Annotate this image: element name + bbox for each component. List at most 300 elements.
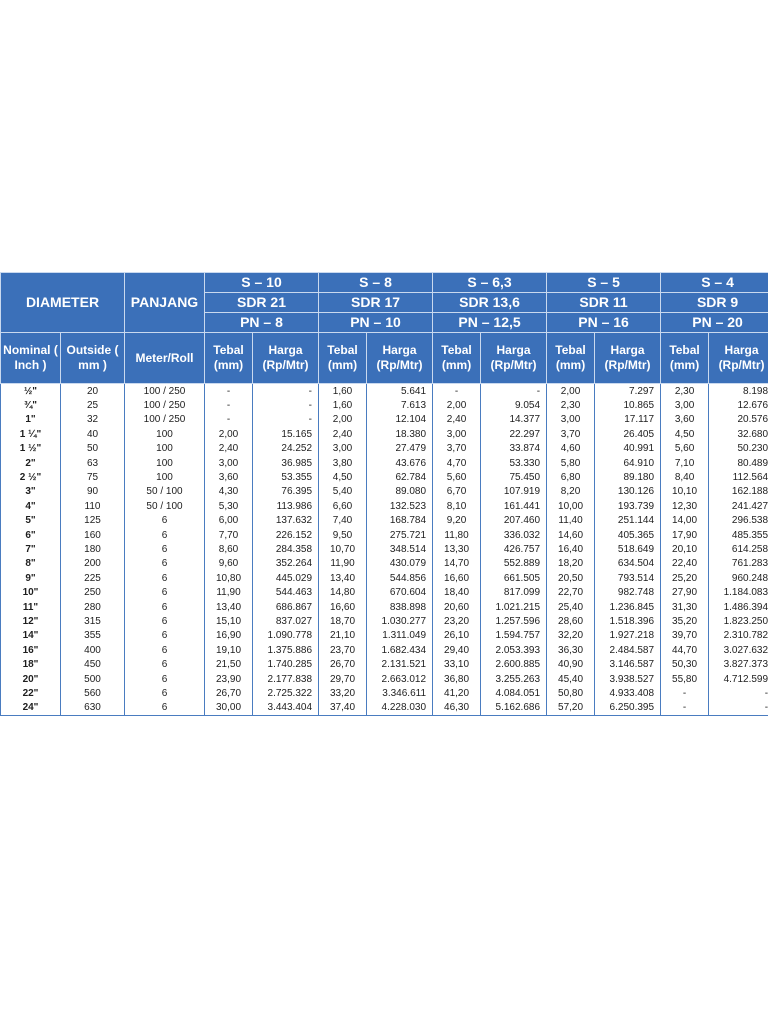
- tebal-cell: 28,60: [547, 614, 595, 628]
- harga-cell: 241.427: [709, 499, 768, 513]
- tebal-cell: 11,40: [547, 514, 595, 528]
- pipe-price-table: [0, 272, 768, 716]
- harga-cell: 9.054: [481, 398, 547, 412]
- harga-cell: 113.986: [253, 499, 319, 513]
- harga-cell: 2.131.521: [367, 657, 433, 671]
- outside-mm-cell: 400: [61, 643, 125, 657]
- harga-cell: -: [253, 398, 319, 412]
- harga-cell: 2.663.012: [367, 672, 433, 686]
- group-sdr-header: SDR 17: [319, 293, 433, 313]
- tebal-cell: 5,60: [661, 442, 709, 456]
- tebal-cell: 16,60: [319, 600, 367, 614]
- tebal-cell: 2,40: [205, 442, 253, 456]
- harga-cell: 50.230: [709, 442, 768, 456]
- harga-cell: 168.784: [367, 514, 433, 528]
- harga-cell: 2.725.322: [253, 686, 319, 700]
- meter-roll-cell: 6: [125, 614, 205, 628]
- tebal-cell: 7,10: [661, 456, 709, 470]
- tebal-cell: -: [205, 413, 253, 427]
- tebal-cell: 46,30: [433, 701, 481, 716]
- outside-mm-cell: 200: [61, 557, 125, 571]
- harga-cell: -: [709, 686, 768, 700]
- harga-header: Harga (Rp/Mtr): [709, 333, 768, 384]
- harga-cell: 112.564: [709, 470, 768, 484]
- tebal-cell: 21,10: [319, 629, 367, 643]
- nominal-inch-cell: 20": [1, 672, 61, 686]
- tebal-cell: 50,80: [547, 686, 595, 700]
- harga-cell: 12.676: [709, 398, 768, 412]
- tebal-cell: 6,60: [319, 499, 367, 513]
- nominal-inch-cell: 11": [1, 600, 61, 614]
- nominal-inch-cell: 8": [1, 557, 61, 571]
- meter-roll-cell: 100 / 250: [125, 398, 205, 412]
- tebal-cell: 26,70: [205, 686, 253, 700]
- meter-roll-cell: 100 / 250: [125, 413, 205, 427]
- harga-header: Harga (Rp/Mtr): [481, 333, 547, 384]
- harga-cell: 838.898: [367, 600, 433, 614]
- tebal-cell: 22,40: [661, 557, 709, 571]
- harga-cell: 544.463: [253, 585, 319, 599]
- nominal-inch-cell: 18": [1, 657, 61, 671]
- tebal-cell: 14,00: [661, 514, 709, 528]
- harga-cell: 162.188: [709, 485, 768, 499]
- table-row: [1, 427, 768, 441]
- tebal-cell: 10,70: [319, 542, 367, 556]
- tebal-cell: 2,00: [433, 398, 481, 412]
- harga-cell: 1.184.083: [709, 585, 768, 599]
- harga-cell: 1.823.250: [709, 614, 768, 628]
- harga-cell: 430.079: [367, 557, 433, 571]
- table-row: [1, 384, 768, 399]
- tebal-cell: 3,00: [319, 442, 367, 456]
- group-s-header: S – 8: [319, 273, 433, 293]
- harga-cell: 1.090.778: [253, 629, 319, 643]
- table-row: [1, 528, 768, 542]
- nominal-inch-cell: ¾": [1, 398, 61, 412]
- harga-cell: 130.126: [595, 485, 661, 499]
- outside-mm-cell: 125: [61, 514, 125, 528]
- tebal-cell: -: [661, 701, 709, 716]
- outside-mm-cell: 180: [61, 542, 125, 556]
- meter-roll-cell: 100: [125, 456, 205, 470]
- meter-roll-cell: 6: [125, 643, 205, 657]
- nominal-inch-cell: 1": [1, 413, 61, 427]
- tebal-cell: 2,40: [319, 427, 367, 441]
- nominal-inch-cell: 6": [1, 528, 61, 542]
- table-row: [1, 485, 768, 499]
- harga-cell: 18.380: [367, 427, 433, 441]
- nominal-inch-cell: 22": [1, 686, 61, 700]
- tebal-cell: 21,50: [205, 657, 253, 671]
- outside-mm-cell: 450: [61, 657, 125, 671]
- harga-cell: 352.264: [253, 557, 319, 571]
- tebal-cell: 20,50: [547, 571, 595, 585]
- table-row: [1, 442, 768, 456]
- meter-roll-cell: 6: [125, 571, 205, 585]
- harga-cell: 3.346.611: [367, 686, 433, 700]
- meter-roll-cell: 6: [125, 585, 205, 599]
- tebal-cell: 1,60: [319, 384, 367, 399]
- harga-cell: 2.484.587: [595, 643, 661, 657]
- outside-mm-cell: 500: [61, 672, 125, 686]
- nominal-inch-cell: 4": [1, 499, 61, 513]
- table-row: [1, 672, 768, 686]
- tebal-cell: 7,70: [205, 528, 253, 542]
- tebal-cell: 44,70: [661, 643, 709, 657]
- outside-mm-cell: 280: [61, 600, 125, 614]
- harga-cell: 544.856: [367, 571, 433, 585]
- outside-mm-cell: 225: [61, 571, 125, 585]
- tebal-cell: 2,40: [433, 413, 481, 427]
- harga-cell: 284.358: [253, 542, 319, 556]
- harga-cell: 89.080: [367, 485, 433, 499]
- tebal-header: Tebal (mm): [433, 333, 481, 384]
- nominal-inch-cell: 1 ½": [1, 442, 61, 456]
- outside-mm-cell: 160: [61, 528, 125, 542]
- harga-cell: 3.443.404: [253, 701, 319, 716]
- tebal-cell: 5,40: [319, 485, 367, 499]
- harga-cell: 275.721: [367, 528, 433, 542]
- tebal-cell: 57,20: [547, 701, 595, 716]
- harga-cell: 1.375.886: [253, 643, 319, 657]
- nominal-inch-cell: 12": [1, 614, 61, 628]
- harga-cell: 24.252: [253, 442, 319, 456]
- tebal-cell: 5,60: [433, 470, 481, 484]
- harga-cell: 10.865: [595, 398, 661, 412]
- harga-cell: 107.919: [481, 485, 547, 499]
- meter-roll-cell: 50 / 100: [125, 499, 205, 513]
- tebal-cell: 33,10: [433, 657, 481, 671]
- tebal-cell: 9,20: [433, 514, 481, 528]
- table-row: [1, 571, 768, 585]
- tebal-cell: 5,80: [547, 456, 595, 470]
- harga-cell: 2.600.885: [481, 657, 547, 671]
- harga-cell: 296.538: [709, 514, 768, 528]
- tebal-cell: 14,60: [547, 528, 595, 542]
- group-s-header: S – 5: [547, 273, 661, 293]
- group-sdr-header: SDR 21: [205, 293, 319, 313]
- harga-cell: 670.604: [367, 585, 433, 599]
- group-sdr-header: SDR 11: [547, 293, 661, 313]
- harga-cell: 1.311.049: [367, 629, 433, 643]
- harga-cell: 552.889: [481, 557, 547, 571]
- harga-cell: 982.748: [595, 585, 661, 599]
- price-table-container: [0, 272, 768, 716]
- tebal-cell: 20,60: [433, 600, 481, 614]
- tebal-cell: 45,40: [547, 672, 595, 686]
- harga-cell: 1.236.845: [595, 600, 661, 614]
- nominal-inch-cell: 10": [1, 585, 61, 599]
- meter-roll-cell: 6: [125, 528, 205, 542]
- harga-cell: 518.649: [595, 542, 661, 556]
- harga-cell: 64.910: [595, 456, 661, 470]
- harga-cell: 36.985: [253, 456, 319, 470]
- nominal-inch-cell: 16": [1, 643, 61, 657]
- outside-mm-cell: 40: [61, 427, 125, 441]
- harga-cell: 27.479: [367, 442, 433, 456]
- tebal-cell: 29,40: [433, 643, 481, 657]
- group-sdr-header: SDR 9: [661, 293, 768, 313]
- harga-cell: 1.682.434: [367, 643, 433, 657]
- tebal-cell: 3,60: [205, 470, 253, 484]
- table-row: [1, 470, 768, 484]
- tebal-cell: 22,70: [547, 585, 595, 599]
- tebal-cell: 8,20: [547, 485, 595, 499]
- tebal-cell: 7,40: [319, 514, 367, 528]
- harga-cell: 1.021.215: [481, 600, 547, 614]
- tebal-cell: -: [661, 686, 709, 700]
- harga-cell: 80.489: [709, 456, 768, 470]
- meter-roll-cell: 6: [125, 657, 205, 671]
- harga-cell: 5.162.686: [481, 701, 547, 716]
- meter-roll-cell: 50 / 100: [125, 485, 205, 499]
- group-s-header: S – 6,3: [433, 273, 547, 293]
- tebal-cell: 18,70: [319, 614, 367, 628]
- outside-mm-cell: 630: [61, 701, 125, 716]
- outside-mm-cell: 250: [61, 585, 125, 599]
- nominal-inch-header: Nominal ( Inch ): [1, 333, 61, 384]
- tebal-cell: 39,70: [661, 629, 709, 643]
- group-pn-header: PN – 8: [205, 313, 319, 333]
- tebal-cell: 18,20: [547, 557, 595, 571]
- tebal-cell: 32,20: [547, 629, 595, 643]
- harga-cell: 161.441: [481, 499, 547, 513]
- tebal-cell: 9,50: [319, 528, 367, 542]
- tebal-cell: 29,70: [319, 672, 367, 686]
- meter-roll-cell: 6: [125, 686, 205, 700]
- harga-cell: 53.355: [253, 470, 319, 484]
- tebal-cell: 2,00: [319, 413, 367, 427]
- tebal-cell: 3,00: [205, 456, 253, 470]
- harga-cell: 1.030.277: [367, 614, 433, 628]
- harga-cell: 76.395: [253, 485, 319, 499]
- harga-cell: 26.405: [595, 427, 661, 441]
- harga-header: Harga (Rp/Mtr): [253, 333, 319, 384]
- table-row: [1, 499, 768, 513]
- tebal-cell: 23,90: [205, 672, 253, 686]
- harga-cell: 1.486.394: [709, 600, 768, 614]
- tebal-header: Tebal (mm): [547, 333, 595, 384]
- table-row: [1, 657, 768, 671]
- group-sdr-header: SDR 13,6: [433, 293, 547, 313]
- harga-cell: 426.757: [481, 542, 547, 556]
- tebal-header: Tebal (mm): [661, 333, 709, 384]
- tebal-cell: 3,80: [319, 456, 367, 470]
- tebal-cell: 33,20: [319, 686, 367, 700]
- tebal-cell: 23,70: [319, 643, 367, 657]
- nominal-inch-cell: 14": [1, 629, 61, 643]
- meter-roll-cell: 100: [125, 427, 205, 441]
- harga-cell: 43.676: [367, 456, 433, 470]
- harga-cell: 4.084.051: [481, 686, 547, 700]
- harga-cell: 485.355: [709, 528, 768, 542]
- tebal-cell: 9,60: [205, 557, 253, 571]
- table-row: [1, 686, 768, 700]
- nominal-inch-cell: 3": [1, 485, 61, 499]
- tebal-cell: 10,10: [661, 485, 709, 499]
- harga-cell: 20.576: [709, 413, 768, 427]
- harga-cell: 193.739: [595, 499, 661, 513]
- tebal-cell: 4,70: [433, 456, 481, 470]
- tebal-cell: 37,40: [319, 701, 367, 716]
- tebal-cell: 14,80: [319, 585, 367, 599]
- tebal-cell: 1,60: [319, 398, 367, 412]
- outside-mm-cell: 110: [61, 499, 125, 513]
- meter-roll-cell: 6: [125, 701, 205, 716]
- harga-cell: 14.377: [481, 413, 547, 427]
- harga-cell: 4.712.599: [709, 672, 768, 686]
- tebal-cell: 12,30: [661, 499, 709, 513]
- table-row: [1, 600, 768, 614]
- diameter-header: DIAMETER: [1, 273, 125, 333]
- harga-cell: 226.152: [253, 528, 319, 542]
- tebal-cell: 25,40: [547, 600, 595, 614]
- tebal-cell: 2,00: [547, 384, 595, 399]
- harga-cell: 22.297: [481, 427, 547, 441]
- outside-mm-cell: 25: [61, 398, 125, 412]
- nominal-inch-cell: 2 ½": [1, 470, 61, 484]
- harga-cell: 62.784: [367, 470, 433, 484]
- harga-cell: 1.594.757: [481, 629, 547, 643]
- tebal-cell: 26,70: [319, 657, 367, 671]
- harga-cell: 7.613: [367, 398, 433, 412]
- harga-cell: 405.365: [595, 528, 661, 542]
- harga-cell: 1.740.285: [253, 657, 319, 671]
- table-row: [1, 643, 768, 657]
- harga-cell: 3.027.632: [709, 643, 768, 657]
- harga-cell: -: [253, 413, 319, 427]
- tebal-cell: 6,00: [205, 514, 253, 528]
- meter-roll-cell: 100 / 250: [125, 384, 205, 399]
- tebal-cell: 6,80: [547, 470, 595, 484]
- outside-mm-cell: 560: [61, 686, 125, 700]
- harga-cell: 686.867: [253, 600, 319, 614]
- group-pn-header: PN – 10: [319, 313, 433, 333]
- outside-mm-cell: 315: [61, 614, 125, 628]
- harga-cell: 761.283: [709, 557, 768, 571]
- table-row: [1, 514, 768, 528]
- harga-cell: 2.177.838: [253, 672, 319, 686]
- group-s-header: S – 10: [205, 273, 319, 293]
- meter-roll-cell: 6: [125, 514, 205, 528]
- harga-cell: 614.258: [709, 542, 768, 556]
- tebal-header: Tebal (mm): [319, 333, 367, 384]
- tebal-cell: 5,30: [205, 499, 253, 513]
- tebal-cell: 11,90: [319, 557, 367, 571]
- harga-cell: 1.927.218: [595, 629, 661, 643]
- harga-cell: 960.248: [709, 571, 768, 585]
- harga-cell: 7.297: [595, 384, 661, 399]
- harga-cell: 8.198: [709, 384, 768, 399]
- table-row: [1, 629, 768, 643]
- tebal-cell: 16,60: [433, 571, 481, 585]
- tebal-cell: 4,30: [205, 485, 253, 499]
- tebal-cell: 13,30: [433, 542, 481, 556]
- harga-header: Harga (Rp/Mtr): [367, 333, 433, 384]
- table-row: [1, 557, 768, 571]
- harga-cell: 33.874: [481, 442, 547, 456]
- tebal-cell: 4,50: [661, 427, 709, 441]
- meter-roll-cell: 6: [125, 600, 205, 614]
- tebal-cell: 11,90: [205, 585, 253, 599]
- harga-header: Harga (Rp/Mtr): [595, 333, 661, 384]
- tebal-cell: -: [205, 384, 253, 399]
- tebal-cell: 36,30: [547, 643, 595, 657]
- harga-cell: 32.680: [709, 427, 768, 441]
- table-row: [1, 614, 768, 628]
- meter-roll-cell: 100: [125, 442, 205, 456]
- harga-cell: 1.518.396: [595, 614, 661, 628]
- tebal-cell: 26,10: [433, 629, 481, 643]
- harga-cell: 251.144: [595, 514, 661, 528]
- nominal-inch-cell: ½": [1, 384, 61, 399]
- harga-cell: 4.228.030: [367, 701, 433, 716]
- tebal-cell: 3,00: [547, 413, 595, 427]
- outside-mm-cell: 50: [61, 442, 125, 456]
- harga-cell: 4.933.408: [595, 686, 661, 700]
- harga-cell: 817.099: [481, 585, 547, 599]
- group-pn-header: PN – 16: [547, 313, 661, 333]
- meter-roll-cell: 6: [125, 629, 205, 643]
- meter-roll-header: Meter/Roll: [125, 333, 205, 384]
- tebal-cell: 25,20: [661, 571, 709, 585]
- tebal-cell: 50,30: [661, 657, 709, 671]
- table-body: [1, 384, 768, 716]
- harga-cell: 17.117: [595, 413, 661, 427]
- harga-cell: 793.514: [595, 571, 661, 585]
- tebal-cell: 8,10: [433, 499, 481, 513]
- tebal-cell: 3,00: [433, 427, 481, 441]
- tebal-cell: 6,70: [433, 485, 481, 499]
- tebal-cell: 3,60: [661, 413, 709, 427]
- table-row: [1, 456, 768, 470]
- harga-cell: 1.257.596: [481, 614, 547, 628]
- tebal-cell: 31,30: [661, 600, 709, 614]
- tebal-cell: 8,60: [205, 542, 253, 556]
- tebal-cell: 8,40: [661, 470, 709, 484]
- harga-cell: 445.029: [253, 571, 319, 585]
- tebal-cell: 17,90: [661, 528, 709, 542]
- tebal-cell: 4,50: [319, 470, 367, 484]
- nominal-inch-cell: 1 ¼": [1, 427, 61, 441]
- tebal-cell: 18,40: [433, 585, 481, 599]
- table-row: [1, 701, 768, 716]
- harga-cell: 2.310.782: [709, 629, 768, 643]
- harga-cell: 661.505: [481, 571, 547, 585]
- harga-cell: -: [709, 701, 768, 716]
- outside-mm-cell: 75: [61, 470, 125, 484]
- tebal-cell: 16,90: [205, 629, 253, 643]
- tebal-cell: 3,70: [433, 442, 481, 456]
- tebal-cell: 36,80: [433, 672, 481, 686]
- tebal-header: Tebal (mm): [205, 333, 253, 384]
- harga-cell: 3.938.527: [595, 672, 661, 686]
- tebal-cell: 14,70: [433, 557, 481, 571]
- outside-mm-cell: 355: [61, 629, 125, 643]
- harga-cell: 3.146.587: [595, 657, 661, 671]
- harga-cell: 132.523: [367, 499, 433, 513]
- tebal-cell: -: [205, 398, 253, 412]
- harga-cell: 15.165: [253, 427, 319, 441]
- harga-cell: 634.504: [595, 557, 661, 571]
- tebal-cell: 2,30: [547, 398, 595, 412]
- table-row: [1, 413, 768, 427]
- tebal-cell: 35,20: [661, 614, 709, 628]
- tebal-cell: 15,10: [205, 614, 253, 628]
- nominal-inch-cell: 7": [1, 542, 61, 556]
- tebal-cell: 19,10: [205, 643, 253, 657]
- harga-cell: 348.514: [367, 542, 433, 556]
